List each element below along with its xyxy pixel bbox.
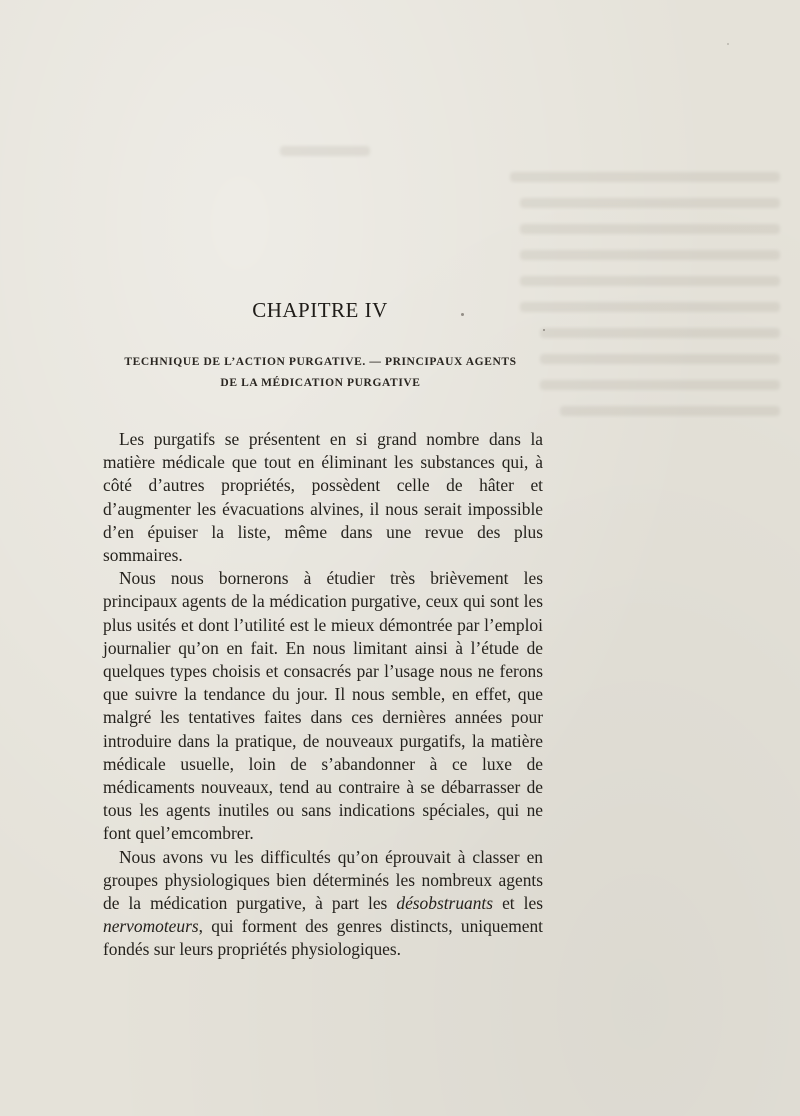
paper-speck xyxy=(543,329,545,331)
paragraph-2: Nous nous bornerons à étudier très brièvement les principaux agents de la médication purgative, ceux qui sont les plus usités et dont l’utilité est le mieux démontrée par l’emploi journalier qu’on en fait. En nous limitant ainsi à l’étude de quelques types choisis et consacrés par l’usage nous ne ferons que suivre la tendance du jour. Il nous semble, en effet, que malgré les tentatives faites dans ces dernières années pour introduire dans la pratique, de nouveaux purgatifs, la matière médicale usuelle, loin de s’abandonner à ce luxe de médicaments nouveaux, tend au contraire à se débarrasser de tous les agents inutiles ou sans indications spéciales, qui ne font quel’emcombrer. xyxy=(103,568,543,844)
paragraph-1: Les purgatifs se présentent en si grand nombre dans la matière médicale que tout en éliminant les substances qui, à côté d’autres propriétés, possèdent celle de hâter et d’augmenter les évacuations alvines, il nous serait impossible d’en épuiser la liste, même dans une revue des plus sommaires. xyxy=(103,429,543,566)
chapter-title: CHAPITRE IV xyxy=(252,298,388,322)
show-through-text xyxy=(0,0,800,400)
chapter-subtitle-line-1: TECHNIQUE DE L’ACTION PURGATIVE. — PRINCIPAUX AGENTS xyxy=(124,356,517,368)
paragraph-3-text-before: Nous avons vu les difficultés qu’on éprouvait à classer en groupes physiologiques bien déterminés les nombreux agents de la médication purgative, à part les xyxy=(103,846,543,914)
paragraph-3-text-after: , qui forment des genres distincts, uniquement fondés sur leurs propriétés physiologiques. xyxy=(103,916,543,960)
body-text xyxy=(103,428,543,962)
chapter-subtitle-line-2: DE LA MÉDICATION PURGATIVE xyxy=(220,377,421,389)
paragraph-3-text-middle: et les xyxy=(493,893,543,914)
paragraph-3-italic-term-1: désobstruants xyxy=(396,893,494,914)
paper-speck xyxy=(727,43,729,45)
paragraph-3-italic-term-2: nervomoteurs xyxy=(103,916,199,937)
paper-speck xyxy=(461,313,464,316)
paragraph-3 xyxy=(103,846,543,962)
